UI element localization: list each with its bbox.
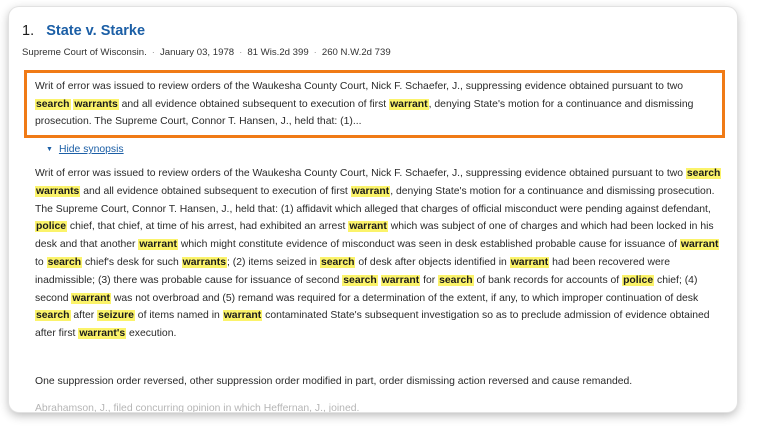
meta-separator: ·: [239, 47, 243, 58]
text-segment: after: [70, 310, 98, 322]
meta-separator: ·: [151, 47, 155, 58]
text-segment: for: [420, 274, 439, 286]
text-segment: to: [35, 256, 47, 268]
text-segment: chief, that chief, at time of his arrest, had exhibited an arrest: [67, 221, 349, 233]
synopsis-full-text: [35, 165, 725, 343]
text-segment: , denying State's motion for a continuance and dismissing prosecution. The Supreme Court, Connor T. Hansen, J., held that: (1)...: [35, 98, 694, 128]
highlighted-term: warrants: [74, 98, 118, 110]
highlighted-term: warrants: [182, 256, 226, 268]
synopsis-snippet-highlighted: [24, 70, 725, 138]
text-segment: Writ of error was issued to review orders of the Waukesha County Court, Nick F. Schaefer, J., suppressing evidence obtained pursuant to two: [35, 81, 683, 92]
highlighted-term: search: [439, 274, 473, 286]
highlighted-term: police: [36, 221, 67, 233]
highlighted-term: search: [36, 98, 70, 110]
citation-wis: 81 Wis.2d 399: [247, 47, 309, 58]
title-spacer: [38, 23, 42, 39]
highlighted-term: warrant: [351, 185, 390, 197]
result-title-row: [22, 23, 145, 39]
result-number: 1.: [22, 23, 35, 39]
highlighted-term: warrant: [72, 292, 110, 304]
text-segment: of items named in: [134, 310, 223, 322]
highlighted-term: warrant: [510, 256, 549, 268]
text-segment: chief; (4) second: [35, 274, 698, 304]
disposition-text: One suppression order reversed, other suppression order modified in part, order dismissing action reversed and cause remanded.: [35, 376, 633, 387]
highlighted-term: warrant's: [79, 328, 126, 340]
meta-separator: ·: [313, 47, 317, 58]
text-segment: of bank records for accounts of: [473, 274, 623, 286]
text-segment: and all evidence obtained subsequent to execution of first: [80, 185, 351, 197]
text-segment: execution.: [126, 328, 177, 340]
text-segment: Writ of error was issued to review orders of the Waukesha County Court, Nick F. Schaefer, J., suppressing evidence obtained pursuant to two: [35, 168, 686, 179]
highlighted-term: search: [686, 168, 721, 179]
highlighted-term: search: [320, 256, 355, 268]
text-segment: which might constitute evidence of misconduct was seen in desk established probable cause for issuance of: [177, 239, 680, 251]
text-segment: chief's desk for such: [82, 256, 182, 268]
highlighted-term: warrant: [680, 239, 719, 251]
highlighted-term: police: [623, 274, 654, 286]
highlighted-term: search: [47, 256, 82, 268]
text-segment: contaminated State's subsequent investigation so as to preclude admission of evidence obtained after first: [35, 310, 710, 340]
search-result-card: [9, 7, 737, 412]
text-segment: of desk after objects identified in: [355, 256, 510, 268]
text-segment: and all evidence obtained subsequent to execution of first: [118, 98, 390, 110]
hide-synopsis-label: Hide synopsis: [58, 144, 124, 155]
court-name: Supreme Court of Wisconsin.: [22, 47, 147, 58]
caret-down-icon: ▼: [46, 146, 53, 153]
text-segment: , denying State's motion for a continuance and dismissing prosecution. The Supreme Court, Connor T. Hansen, J., held that: (1) affidavit which alleged that charges of official misconduct were pending against defendant,: [35, 185, 715, 215]
partial-next-line: Abrahamson, J., filed concurring opinion in which Heffernan, J., joined.: [35, 403, 360, 412]
highlighted-term: warrant: [390, 98, 428, 110]
highlighted-term: seizure: [98, 310, 134, 322]
case-name-link[interactable]: State v. Starke: [46, 23, 146, 39]
highlighted-term: warrant: [349, 221, 387, 233]
text-segment: ; (2) items seized in: [227, 256, 320, 268]
highlighted-term: warrants: [36, 185, 80, 197]
text-segment: was not overbroad and (5) remand was required for a determination of the extent, if any, to which improper continuation of desk: [110, 292, 699, 304]
citation-nw: 260 N.W.2d 739: [321, 47, 391, 58]
text-segment: had been recovered were inadmissible; (3) there was probable cause for issuance of second: [35, 256, 670, 286]
highlighted-term: warrant: [381, 274, 420, 286]
result-metadata: [22, 47, 391, 58]
decision-date: January 03, 1978: [159, 47, 235, 58]
highlighted-term: search: [343, 274, 377, 286]
text-segment: which was subject of one of charges and which had been locked in his desk and that another: [35, 221, 714, 251]
highlighted-term: warrant: [223, 310, 262, 322]
highlighted-term: search: [36, 310, 70, 322]
highlighted-term: warrant: [139, 239, 177, 251]
hide-synopsis-toggle[interactable]: [46, 144, 124, 155]
